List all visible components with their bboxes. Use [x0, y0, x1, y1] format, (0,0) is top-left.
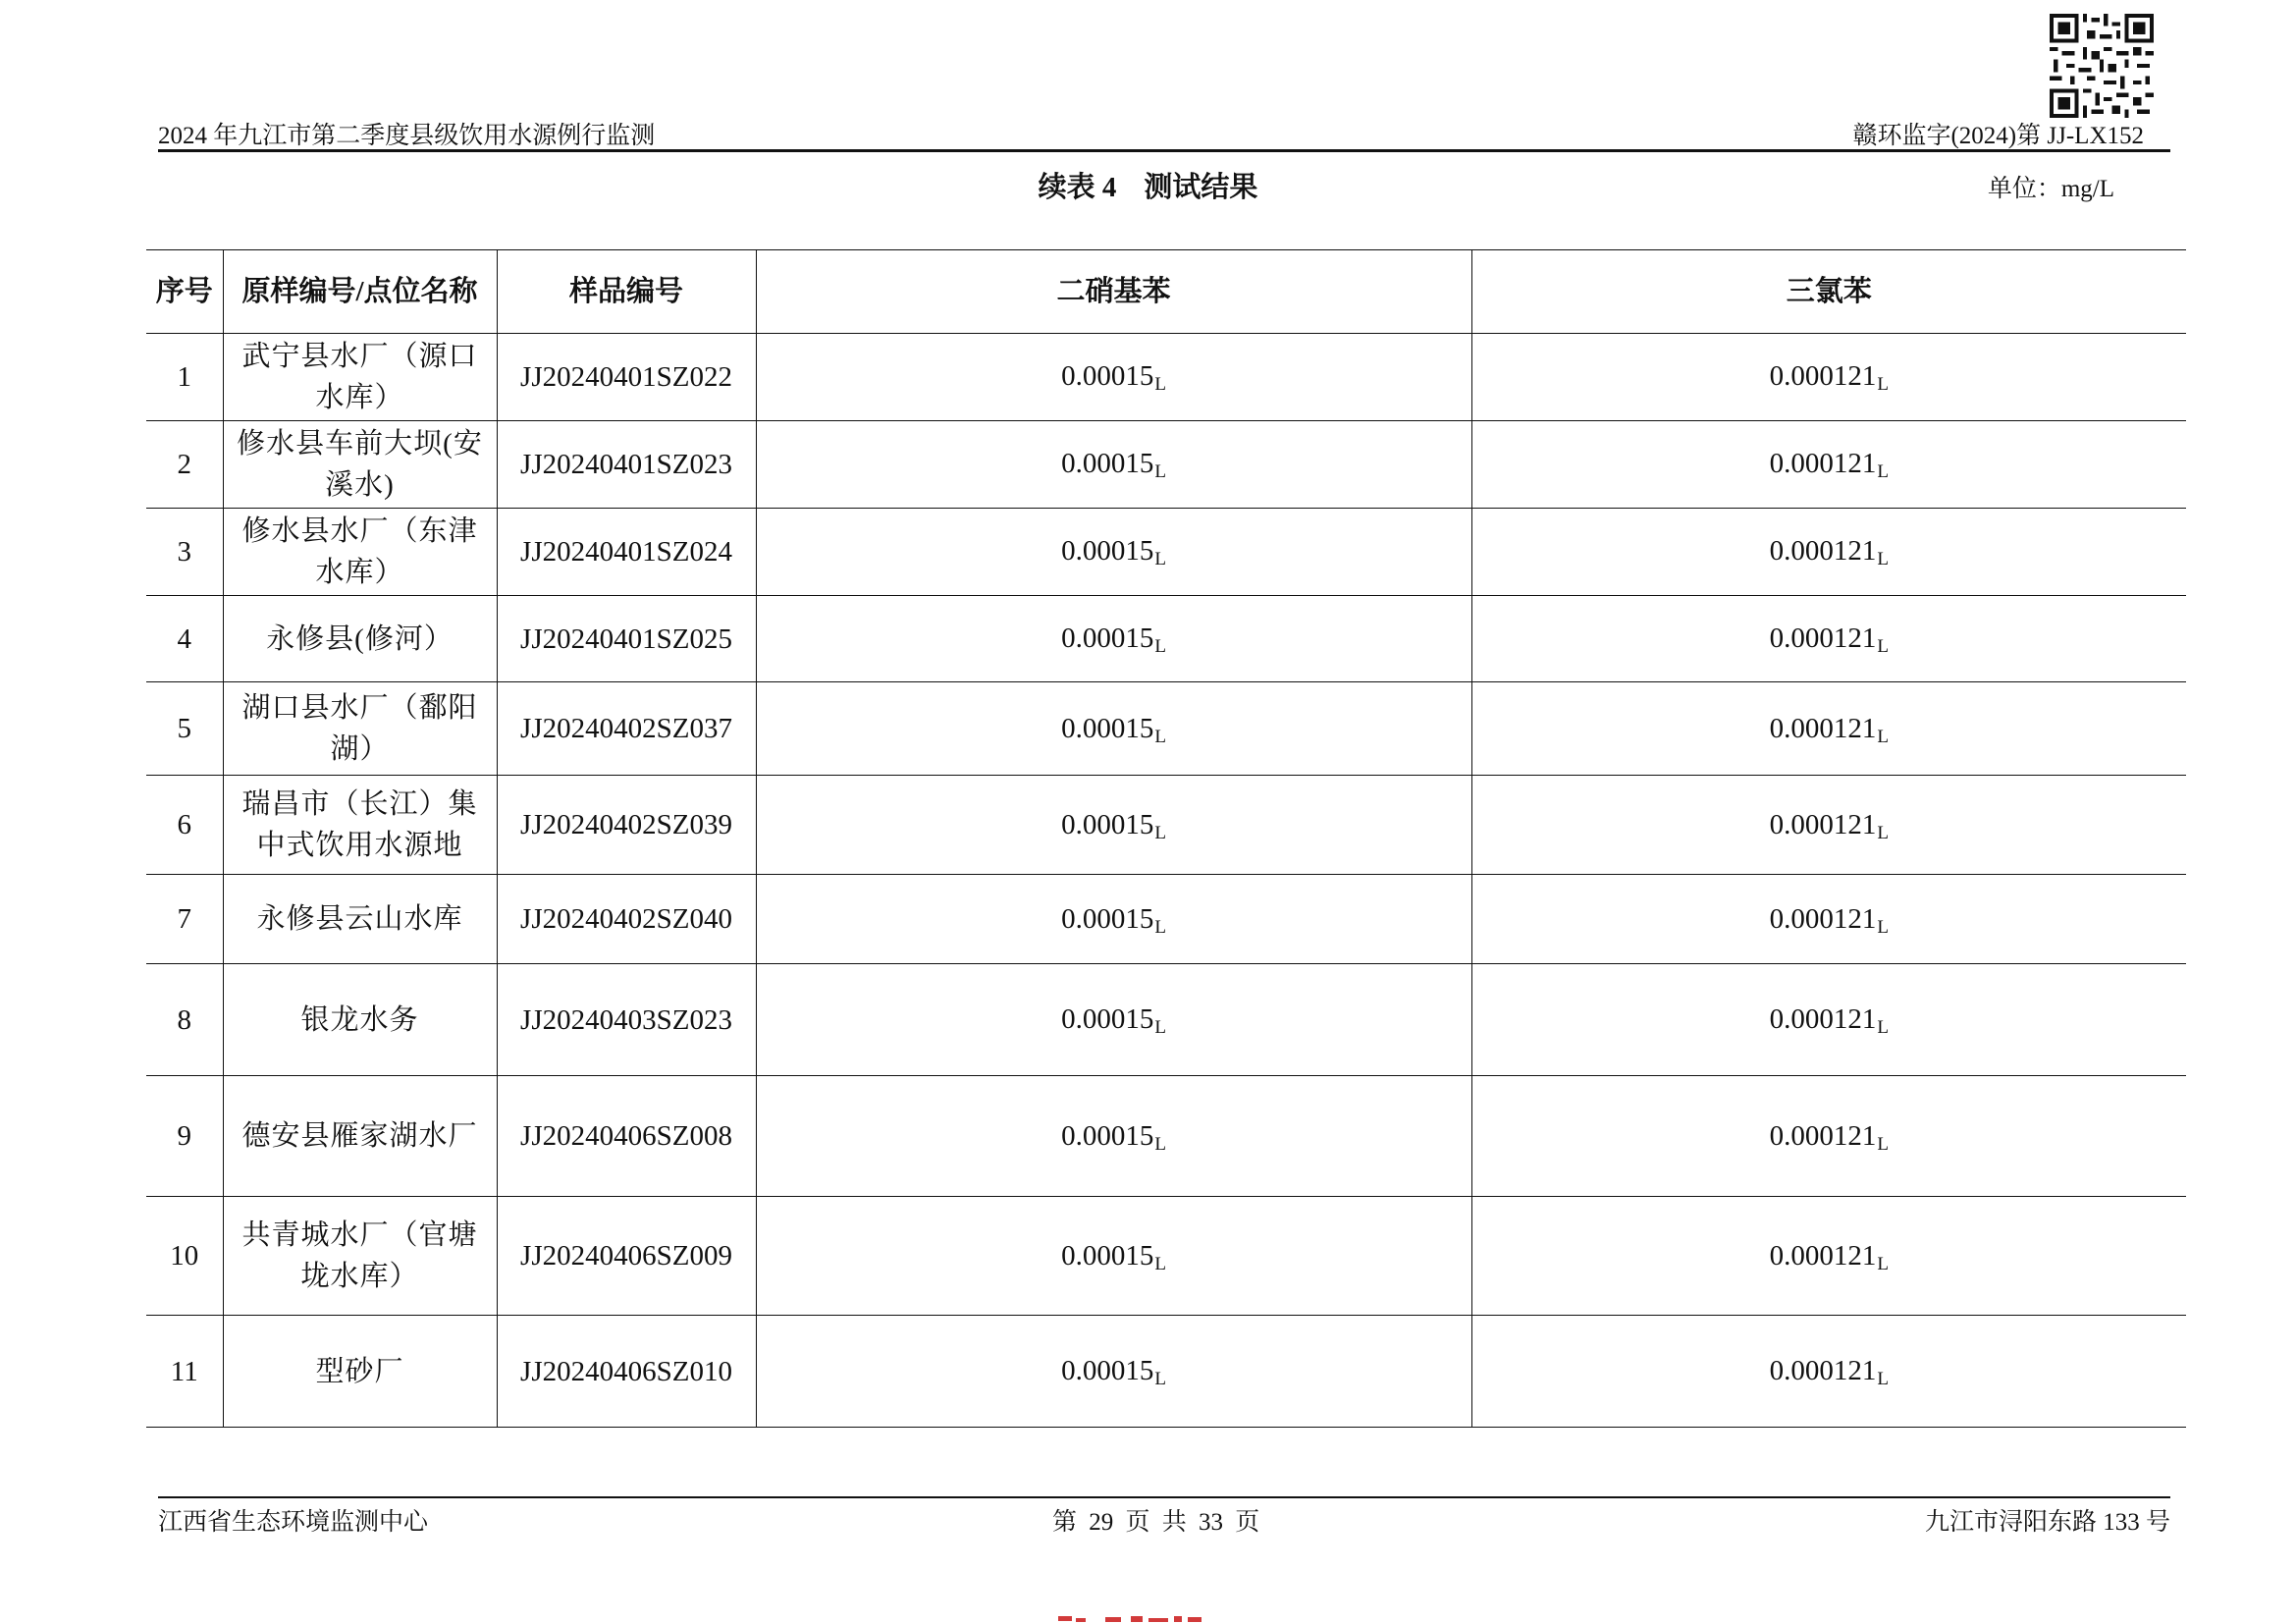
header-divider	[158, 149, 2170, 152]
cell-value-1	[756, 776, 1471, 875]
cell-no: 9	[146, 1076, 223, 1197]
cell-value-2	[1471, 875, 2186, 964]
col-header-trichlorobenzene: 三氯苯	[1471, 250, 2186, 334]
cell-no: 5	[146, 682, 223, 776]
value-text: 0.00015	[1061, 623, 1154, 654]
table-row	[146, 1076, 2186, 1197]
cell-no: 3	[146, 509, 223, 596]
footer-page-number: 第 29 页 共 33 页	[1052, 1509, 1260, 1536]
value-text: 0.000121	[1769, 1355, 1877, 1386]
cell-value-2	[1471, 1197, 2186, 1316]
below-limit-mark: L	[1154, 374, 1166, 396]
below-limit-mark: L	[1877, 461, 1889, 483]
value-text: 0.00015	[1061, 360, 1154, 393]
below-limit-mark: L	[1154, 726, 1166, 747]
cell-value-1	[756, 875, 1471, 964]
value-text: 0.00015	[1061, 1119, 1154, 1152]
cell-site: 德安县雁家湖水厂	[223, 1076, 497, 1197]
cell-value-2	[1471, 1316, 2186, 1428]
value-text: 0.00015	[1061, 1003, 1154, 1035]
cell-sample: JJ20240401SZ024	[497, 509, 756, 596]
value-text: 0.00015	[1061, 902, 1154, 935]
below-limit-mark: L	[1877, 1017, 1889, 1038]
table-row	[146, 1316, 2186, 1428]
cell-site: 共青城水厂（官塘垅水库）	[223, 1197, 497, 1316]
cell-value-2	[1471, 509, 2186, 596]
below-limit-mark: L	[1154, 549, 1166, 570]
header-report-number: 赣环监字(2024)第 JJ-LX152	[1852, 123, 2144, 149]
cell-value-2	[1471, 776, 2186, 875]
value-text: 0.00015	[1061, 808, 1154, 840]
cell-value-2	[1471, 682, 2186, 776]
value-text: 0.000121	[1769, 623, 1877, 654]
below-limit-mark: L	[1877, 636, 1889, 657]
table-caption	[0, 165, 2296, 205]
cell-value-1	[756, 682, 1471, 776]
value-text: 0.00015	[1061, 535, 1154, 568]
table-row	[146, 776, 2186, 875]
cell-value-2	[1471, 1076, 2186, 1197]
cell-value-1	[756, 1076, 1471, 1197]
cell-sample: JJ20240402SZ039	[497, 776, 756, 875]
cell-value-1	[756, 1316, 1471, 1428]
qr-code-icon	[2050, 14, 2154, 118]
value-text: 0.00015	[1061, 448, 1154, 480]
below-limit-mark: L	[1154, 461, 1166, 483]
value-text: 0.000121	[1769, 1239, 1877, 1272]
header-report-title: 2024 年九江市第二季度县级饮用水源例行监测	[158, 123, 656, 149]
below-limit-mark: L	[1154, 1133, 1166, 1155]
cell-no: 1	[146, 334, 223, 421]
table-row	[146, 682, 2186, 776]
cell-no: 8	[146, 964, 223, 1076]
below-limit-mark: L	[1154, 636, 1166, 657]
value-text: 0.000121	[1769, 360, 1877, 393]
cell-site: 武宁县水厂（源口水库）	[223, 334, 497, 421]
cell-value-1	[756, 964, 1471, 1076]
cell-site: 银龙水务	[223, 964, 497, 1076]
value-text: 0.000121	[1769, 1119, 1877, 1152]
cell-no: 11	[146, 1316, 223, 1428]
table-number: 续表 4	[1038, 172, 1117, 203]
cell-value-2	[1471, 421, 2186, 509]
cell-value-1	[756, 509, 1471, 596]
value-text: 0.000121	[1769, 448, 1877, 480]
results-table	[146, 249, 2186, 1428]
cell-site: 湖口县水厂（鄱阳湖）	[223, 682, 497, 776]
cell-value-1	[756, 1197, 1471, 1316]
cell-sample: JJ20240406SZ010	[497, 1316, 756, 1428]
table-row	[146, 509, 2186, 596]
below-limit-mark: L	[1877, 916, 1889, 938]
table-row	[146, 1197, 2186, 1316]
cell-sample: JJ20240406SZ008	[497, 1076, 756, 1197]
below-limit-mark: L	[1154, 916, 1166, 938]
cell-site: 永修县(修河）	[223, 596, 497, 682]
table-row	[146, 875, 2186, 964]
below-limit-mark: L	[1154, 1369, 1166, 1389]
cell-site: 修水县水厂（东津水库）	[223, 509, 497, 596]
cell-sample: JJ20240402SZ040	[497, 875, 756, 964]
footer-address: 九江市浔阳东路 133 号	[1924, 1509, 2170, 1536]
table-row	[146, 964, 2186, 1076]
cell-sample: JJ20240401SZ022	[497, 334, 756, 421]
value-text: 0.000121	[1769, 535, 1877, 568]
cell-sample: JJ20240402SZ037	[497, 682, 756, 776]
below-limit-mark: L	[1877, 1133, 1889, 1155]
below-limit-mark: L	[1877, 374, 1889, 396]
col-header-dinitrobenzene: 二硝基苯	[756, 250, 1471, 334]
footer-organization: 江西省生态环境监测中心	[158, 1509, 429, 1536]
value-text: 0.00015	[1061, 1239, 1154, 1272]
cell-value-2	[1471, 964, 2186, 1076]
cell-value-1	[756, 334, 1471, 421]
cell-value-1	[756, 596, 1471, 682]
below-limit-mark: L	[1877, 1369, 1889, 1389]
below-limit-mark: L	[1154, 1017, 1166, 1038]
cell-no: 4	[146, 596, 223, 682]
below-limit-mark: L	[1877, 549, 1889, 570]
cell-sample: JJ20240401SZ025	[497, 596, 756, 682]
cell-value-1	[756, 421, 1471, 509]
table-header-row	[146, 250, 2186, 334]
table-row	[146, 596, 2186, 682]
table-title: 测试结果	[1144, 172, 1258, 203]
below-limit-mark: L	[1877, 1253, 1889, 1274]
cell-site: 永修县云山水库	[223, 875, 497, 964]
col-header-sample: 样品编号	[497, 250, 756, 334]
value-text: 0.00015	[1061, 1355, 1154, 1386]
cell-no: 6	[146, 776, 223, 875]
col-header-site: 原样编号/点位名称	[223, 250, 497, 334]
value-text: 0.000121	[1769, 712, 1877, 744]
unit-label: 单位：mg/L	[1987, 176, 2114, 202]
below-limit-mark: L	[1877, 822, 1889, 843]
footer-divider	[158, 1496, 2170, 1498]
below-limit-mark: L	[1154, 1253, 1166, 1274]
red-stamp-fragment	[1054, 1614, 1251, 1624]
cell-sample: JJ20240403SZ023	[497, 964, 756, 1076]
cell-sample: JJ20240406SZ009	[497, 1197, 756, 1316]
value-text: 0.000121	[1769, 902, 1877, 935]
cell-no: 7	[146, 875, 223, 964]
value-text: 0.000121	[1769, 1003, 1877, 1035]
below-limit-mark: L	[1154, 822, 1166, 843]
cell-site: 修水县车前大坝(安溪水)	[223, 421, 497, 509]
cell-value-2	[1471, 334, 2186, 421]
cell-no: 2	[146, 421, 223, 509]
col-header-no: 序号	[146, 250, 223, 334]
cell-no: 10	[146, 1197, 223, 1316]
cell-value-2	[1471, 596, 2186, 682]
below-limit-mark: L	[1877, 726, 1889, 747]
cell-site: 型砂厂	[223, 1316, 497, 1428]
cell-site: 瑞昌市（长江）集中式饮用水源地	[223, 776, 497, 875]
table-row	[146, 421, 2186, 509]
value-text: 0.000121	[1769, 808, 1877, 840]
cell-sample: JJ20240401SZ023	[497, 421, 756, 509]
table-row	[146, 334, 2186, 421]
value-text: 0.00015	[1061, 712, 1154, 744]
